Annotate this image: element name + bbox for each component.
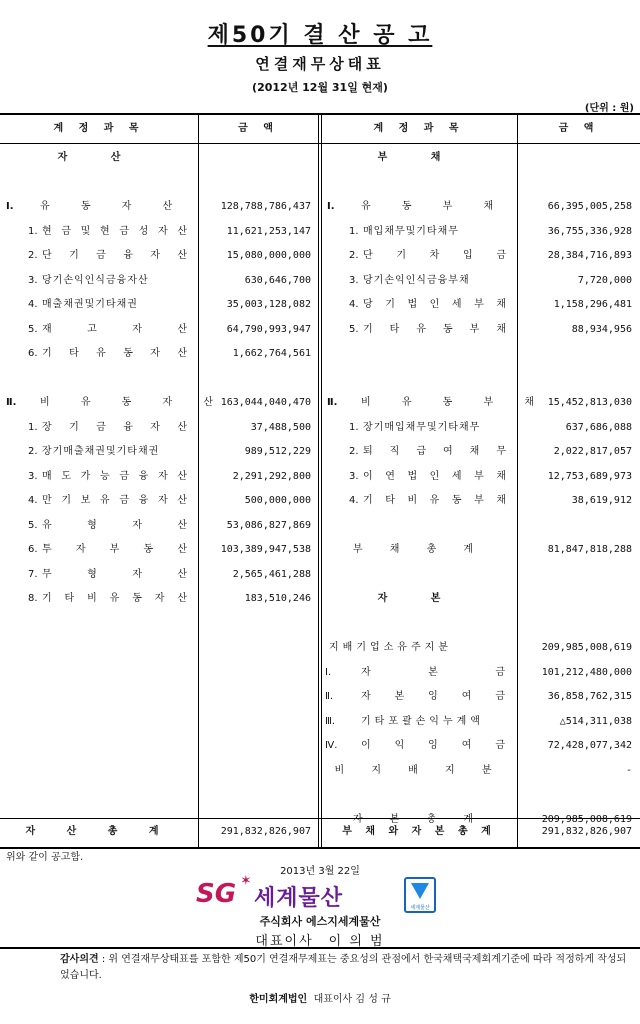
item-number: 4. [349, 495, 359, 506]
account-name: 자 본 금 [361, 666, 509, 678]
account-name: 장기매출채권및기타채권 [42, 446, 160, 457]
account-name: 자 본 잉 여 금 [361, 691, 509, 702]
account-name: 단 기 금 융 자 산 [42, 250, 188, 261]
total-assets-label: 자 산 총 계 [25, 826, 173, 837]
closing-note: 위와 같이 공고함. [6, 852, 84, 863]
account-name: 매입채무및기타채무 [363, 225, 459, 237]
amount-value: 128,788,786,437 [220, 201, 311, 212]
total-label: 비 지 배 지 분 [334, 764, 504, 776]
item-number: 4. [28, 495, 38, 506]
amount-value: 38,619,912 [571, 495, 632, 506]
total-assets-amount: 291,832,826,907 [220, 826, 311, 837]
amount-value: 989,512,229 [244, 446, 311, 457]
header-account-right: 계 정 과 목 [373, 123, 465, 134]
amount-value: 53,086,827,869 [226, 519, 311, 531]
account-name: 비 유 동 부 채 [361, 397, 549, 408]
item-number: Ⅰ. [327, 201, 335, 212]
item-number: 3. [349, 274, 359, 286]
item-number: 2. [349, 446, 359, 457]
amount-value: 2,022,817,057 [553, 446, 632, 457]
item-number: 3. [28, 470, 38, 482]
amount-value: 36,755,336,928 [547, 225, 632, 237]
account-name: 현 금 및 현 금 성 자 산 [42, 225, 188, 237]
auditor-firm: 한미회계법인 [249, 994, 308, 1005]
account-name: 기 타 비 유 동 부 채 [363, 495, 507, 506]
amount-value: 163,044,040,470 [220, 397, 311, 408]
item-number: 7. [28, 568, 38, 580]
audit-opinion [60, 952, 630, 984]
amount-value: 1,662,764,561 [232, 348, 311, 359]
account-name: 지배기업소유주지분 [329, 642, 452, 653]
company-logo [196, 873, 446, 913]
item-number: 3. [28, 274, 38, 286]
amount-value: 64,790,993,947 [226, 323, 311, 335]
item-number: 5. [349, 323, 359, 335]
account-name: 매 도 가 능 금 융 자 산 [42, 470, 188, 482]
statement-title: 연결재무상태표 [255, 55, 385, 73]
item-number: 5. [28, 519, 38, 531]
account-name: 투 자 부 동 산 [42, 544, 188, 555]
footer-divider [0, 947, 640, 949]
account-name: 기 타 비 유 동 자 산 [42, 593, 188, 604]
amount-value: 88,934,956 [571, 323, 632, 335]
notice-title: 제50기 결 산 공 고 [207, 23, 433, 48]
amount-value: 72,428,077,342 [547, 740, 632, 751]
total-label: 자 본 총 계 [352, 813, 486, 825]
amount-value: 103,389,947,538 [220, 544, 311, 555]
header-account: 계 정 과 목 [53, 123, 145, 134]
total-liab-equity-amount: 291,832,826,907 [541, 826, 632, 837]
audit-label: 감사의견 [60, 954, 99, 965]
notice-date: 2013년 3월 22일 [280, 866, 360, 877]
amount-value: 66,395,005,258 [547, 201, 632, 212]
item-number: 2. [28, 250, 38, 261]
section-heading: 자 본 [377, 593, 461, 604]
auditor-ceo: 대표이사 김 성 규 [313, 994, 391, 1005]
account-name: 유 동 자 산 [40, 201, 187, 212]
star-icon: ✶ [240, 873, 252, 889]
audit-text: : 위 연결재무상태표를 포함한 제50기 연결재무제표는 중요성의 관점에서 한국채택국제회계기준에 따라 적정하게 작성되었습니다. [60, 954, 627, 981]
account-name: 유 형 자 산 [42, 519, 188, 531]
amount-value: 15,080,000,000 [226, 250, 311, 261]
header-divider [0, 143, 640, 144]
account-name: 만 기 보 유 금 융 자 산 [42, 495, 188, 506]
item-number: 5. [28, 323, 38, 335]
total-liab-equity-label: 부 채 와 자 본 총 계 [342, 826, 496, 837]
amount-value: 15,452,813,030 [547, 397, 632, 408]
account-name: 기 타 유 동 자 산 [42, 348, 188, 359]
account-name: 당 기 법 인 세 부 채 [363, 299, 507, 310]
account-name: 이 익 잉 여 금 [361, 740, 509, 751]
amount-value: - [625, 764, 632, 776]
unit-label: (단위 : 원) [584, 103, 634, 114]
amount-value: 209,985,008,619 [541, 813, 632, 825]
amount-value: 28,384,716,893 [547, 250, 632, 261]
item-number: 1. [349, 421, 359, 433]
account-name: 유 동 부 채 [361, 201, 508, 212]
item-number: 1. [28, 225, 38, 237]
section-heading: 부 채 [377, 152, 461, 163]
center-divider [318, 115, 322, 847]
total-label: 부 채 총 계 [352, 544, 486, 555]
item-number: 1. [28, 421, 38, 433]
header-amount: 금 액 [238, 123, 279, 134]
emblem-icon: 세계물산 [404, 877, 436, 913]
item-number: Ⅱ. [6, 397, 17, 408]
amount-value: 12,753,689,973 [547, 470, 632, 482]
amount-value: 500,000,000 [244, 495, 311, 506]
amount-value: 1,158,296,481 [553, 299, 632, 310]
amount-value: 35,003,128,082 [226, 299, 311, 310]
account-name: 무 형 자 산 [42, 568, 188, 580]
logo-sg-mark: SG [196, 879, 237, 909]
account-name: 퇴 직 급 여 채 무 [363, 446, 507, 457]
item-number: Ⅳ. [325, 740, 338, 751]
balance-sheet-table [0, 113, 640, 849]
amount-value: 2,565,461,288 [232, 568, 311, 580]
amount-value: 36,858,762,315 [547, 691, 632, 702]
ceo-name: 대표이사 이 의 범 [255, 934, 385, 949]
amount-value: 81,847,818,288 [547, 544, 632, 555]
item-number: 1. [349, 225, 359, 237]
item-number: 2. [28, 446, 38, 457]
amount-value: 37,488,500 [250, 421, 311, 433]
logo-wordmark: 세계물산 [254, 886, 344, 911]
amount-value: 209,985,008,619 [541, 642, 632, 653]
auditor [0, 990, 640, 1005]
account-name: 당기손익인식금융자산 [42, 274, 149, 286]
amount-value: 2,291,292,800 [232, 470, 311, 482]
amount-value: 7,720,000 [577, 274, 632, 286]
amount-value: 101,212,480,000 [541, 666, 632, 678]
as-of-date: (2012년 12월 31일 현재) [252, 81, 388, 94]
item-number: Ⅰ. [6, 201, 14, 212]
account-name: 재 고 자 산 [42, 323, 188, 335]
account-name: 장 기 금 융 자 산 [42, 421, 188, 433]
item-number: 8. [28, 593, 38, 604]
item-number: Ⅱ. [327, 397, 338, 408]
account-name: 이 연 법 인 세 부 채 [363, 470, 507, 482]
amount-value: 630,646,700 [244, 274, 311, 286]
header-amount-right: 금 액 [558, 123, 600, 134]
account-name: 단 기 차 입 금 [363, 250, 507, 261]
account-name: 당기손익인식금융부채 [363, 274, 470, 286]
amount-value: 11,621,253,147 [226, 225, 311, 237]
item-number: 4. [349, 299, 359, 310]
item-number: 6. [28, 348, 38, 359]
company-name: 주식회사 에스지세계물산 [259, 915, 381, 928]
account-name: 매출채권및기타채권 [42, 299, 138, 310]
item-number: Ⅰ. [325, 666, 332, 678]
item-number: 3. [349, 470, 359, 482]
item-number: 4. [28, 299, 38, 310]
amount-value: 183,510,246 [244, 593, 311, 604]
amount-value: 637,686,088 [565, 421, 632, 433]
account-name: 장기매입채무및기타채무 [363, 421, 481, 433]
amount-value: △514,311,038 [559, 715, 632, 727]
item-number: Ⅲ. [325, 715, 336, 727]
section-heading: 자 산 [57, 152, 141, 163]
account-name: 비 유 동 자 산 [40, 397, 228, 408]
item-number: 2. [349, 250, 359, 261]
account-name: 기 타 유 동 부 채 [363, 323, 507, 335]
account-name: 기타포괄손익누계액 [361, 715, 484, 727]
item-number: 6. [28, 544, 38, 555]
item-number: Ⅱ. [325, 691, 334, 702]
